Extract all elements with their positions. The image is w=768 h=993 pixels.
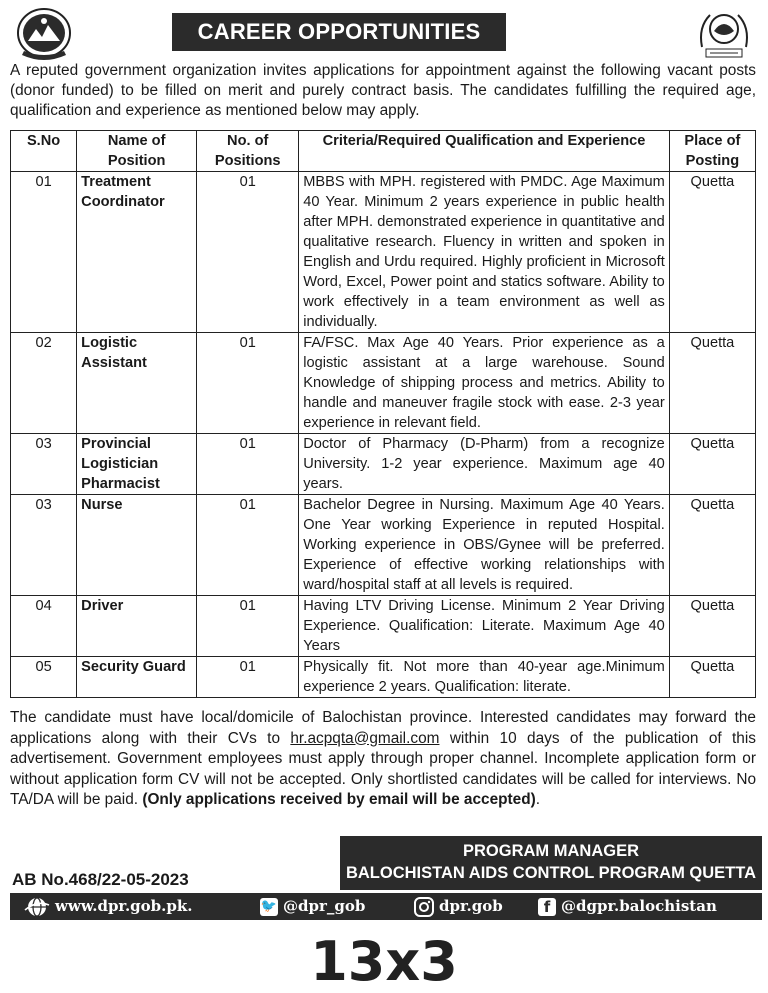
- intro-paragraph: A reputed government organization invites applications for appointment against the following vacant posts (donor funded) to be filled on merit and purely contract basis. The candidates fulfilling the required age, qualification and experience as mentioned below may apply.: [10, 62, 756, 119]
- row-sno: 03: [11, 434, 77, 495]
- twitter-item[interactable]: [260, 893, 365, 920]
- signature-block: [340, 836, 762, 890]
- balochistan-government-logo: [14, 7, 74, 63]
- ad-number: AB No.468/22-05-2023: [12, 870, 189, 889]
- row-place: Quetta: [669, 657, 755, 698]
- row-position: Provincial Logistician Pharmacist: [77, 434, 197, 495]
- row-position: Security Guard: [77, 657, 197, 698]
- instructions-end: .: [535, 791, 541, 808]
- table-row: [11, 434, 756, 495]
- row-position: Nurse: [77, 495, 197, 596]
- table-row: [11, 333, 756, 434]
- row-sno: 03: [11, 495, 77, 596]
- website-item[interactable]: [24, 893, 192, 920]
- row-place: Quetta: [669, 172, 755, 333]
- instructions-paragraph: [10, 708, 756, 811]
- row-sno: 01: [11, 172, 77, 333]
- table-row: [11, 657, 756, 698]
- instagram-item[interactable]: [414, 893, 503, 920]
- row-number: 01: [197, 657, 299, 698]
- facebook-item[interactable]: [538, 893, 717, 920]
- header-criteria: Criteria/Required Qualification and Experience: [299, 131, 670, 172]
- row-place: Quetta: [669, 596, 755, 657]
- social-bar: [10, 893, 762, 920]
- row-criteria: Doctor of Pharmacy (D-Pharm) from a recognize University. 1-2 year experience. Maximum age 40 years.: [299, 434, 670, 495]
- row-number: 01: [197, 495, 299, 596]
- row-position: Treatment Coordinator: [77, 172, 197, 333]
- row-criteria: Having LTV Driving License. Minimum 2 Year Driving Experience. Qualification: Literate. Maximum Age 40 Years: [299, 596, 670, 657]
- row-number: 01: [197, 172, 299, 333]
- row-number: 01: [197, 333, 299, 434]
- header-position: Name of Position: [77, 131, 197, 172]
- table-row: [11, 596, 756, 657]
- row-criteria: MBBS with MPH. registered with PMDC. Age Maximum 40 Year. Minimum 2 years experience in public health after MPH. demonstrated experience in quantitative and qualitative research. Fluency in written and spoken in English and Urdu required. Highly proficient in Microsoft Word, Excel, Power point and statics software. Ability to work effectively in a team environment as well as individually.: [299, 172, 670, 333]
- row-criteria: Physically fit. Not more than 40-year age.Minimum experience 2 years. Qualification: literate.: [299, 657, 670, 698]
- globe-icon: [24, 896, 50, 918]
- signature-organization: BALOCHISTAN AIDS CONTROL PROGRAM QUETTA: [345, 864, 757, 882]
- row-sno: 02: [11, 333, 77, 434]
- instructions-text: The candidate must have local/domicile of Balochistan province. Interested candidates may forward the applications along with their CVs to: [10, 709, 756, 747]
- email-only-note: (Only applications received by email will be accepted): [142, 791, 536, 808]
- instructions-text-continued: within 10 days of the publication of this advertisement. Government employees must apply through proper channel. Incomplete application form or without application form CV will not be accepted. Only shortlisted candidates will be called for interviews. No TA/DA will be paid.: [10, 729, 756, 808]
- instagram-handle[interactable]: dpr.gob: [439, 897, 503, 915]
- signature-title: PROGRAM MANAGER: [463, 842, 639, 860]
- header-number: No. of Positions: [197, 131, 299, 172]
- twitter-icon: 🐦: [260, 898, 278, 914]
- row-place: Quetta: [669, 434, 755, 495]
- twitter-handle[interactable]: @dpr_gob: [283, 897, 366, 915]
- row-sno: 04: [11, 596, 77, 657]
- ad-size-label: 13x3: [310, 930, 458, 993]
- row-number: 01: [197, 434, 299, 495]
- row-place: Quetta: [669, 333, 755, 434]
- row-sno: 05: [11, 657, 77, 698]
- website-link[interactable]: www.dpr.gob.pk.: [55, 897, 193, 915]
- dpr-balochistan-logo: [694, 7, 754, 63]
- table-row: [11, 172, 756, 333]
- row-position: Logistic Assistant: [77, 333, 197, 434]
- row-place: Quetta: [669, 495, 755, 596]
- facebook-handle[interactable]: @dgpr.balochistan: [561, 897, 717, 915]
- row-criteria: Bachelor Degree in Nursing. Maximum Age 40 Years. One Year working Experience in reputed Hospital. Working experience in OBS/Gynee will be preferred. Experience of effective working relationships with ward/hospital staff at all levels is required.: [299, 495, 670, 596]
- page-title: CAREER OPPORTUNITIES: [172, 13, 506, 51]
- vacancy-table: [10, 130, 756, 698]
- table-row: [11, 495, 756, 596]
- header-place: Place of Posting: [669, 131, 755, 172]
- row-position: Driver: [77, 596, 197, 657]
- table-header-row: [11, 131, 756, 172]
- header-sno: S.No: [11, 131, 77, 172]
- row-number: 01: [197, 596, 299, 657]
- instagram-icon: [414, 897, 434, 917]
- facebook-icon: f: [538, 898, 556, 916]
- row-criteria: FA/FSC. Max Age 40 Years. Prior experience as a logistic assistant at a large warehouse. Sound Knowledge of shipping process and metrics. Ability to handle and maneuver fragile stock with ease. 2-3 year experience in relevant field.: [299, 333, 670, 434]
- application-email-link[interactable]: hr.acpqta@gmail.com: [290, 729, 440, 747]
